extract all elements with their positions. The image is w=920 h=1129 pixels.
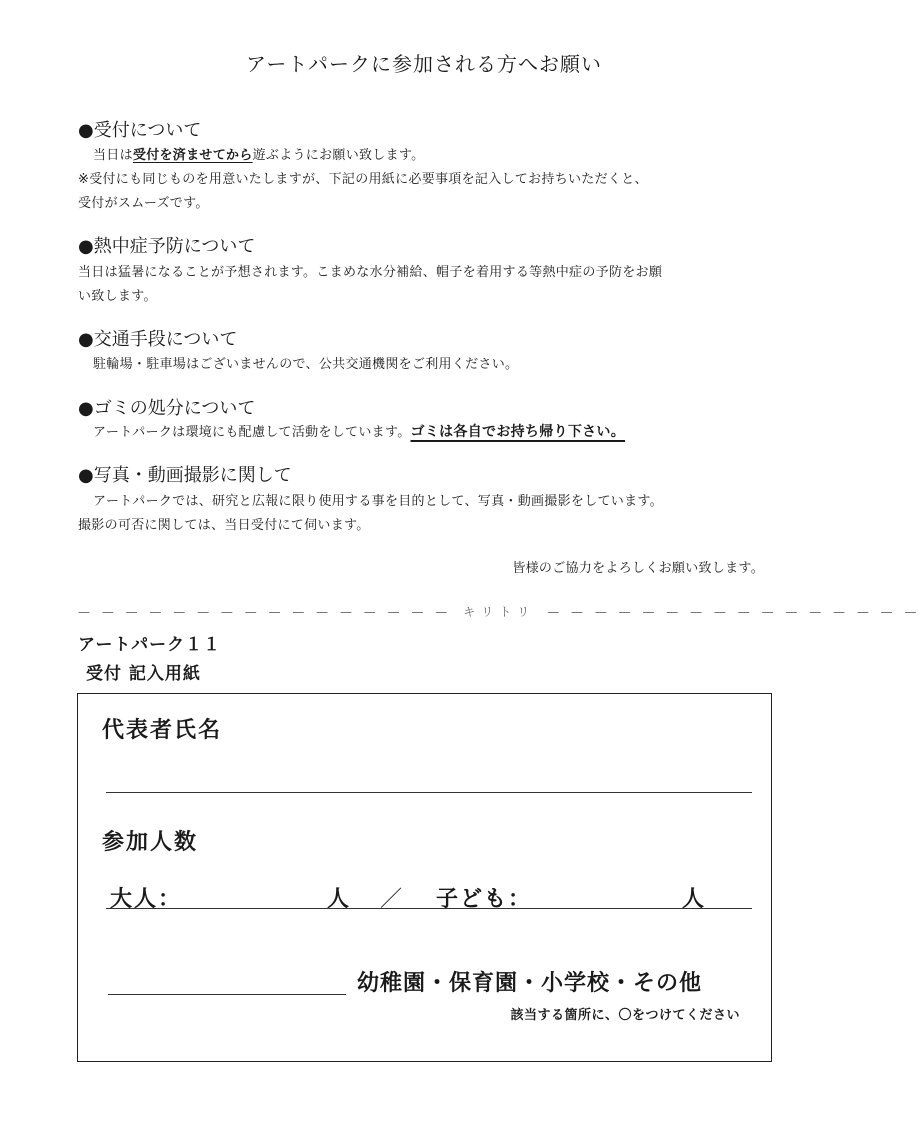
- closing-text: 皆様のご協力をよろしくお願い致します。: [512, 561, 764, 576]
- adult-unit: 人: [327, 887, 352, 912]
- reception-line-1-post: 遊ぶようにお願い致します。: [252, 148, 425, 163]
- reception-emphasis: 受付を済ませてから: [132, 148, 253, 163]
- reception-line-3: 受付がスムーズです。: [78, 196, 209, 211]
- section-heading-photo: ●写真・動画撮影に関して: [78, 465, 292, 486]
- reception-line-1-pre: 当日は: [93, 148, 133, 163]
- cut-line: [78, 603, 920, 620]
- child-unit: 人: [682, 887, 707, 912]
- participant-count-label: 参加人数: [102, 830, 199, 855]
- section-heading-reception: ●受付について: [78, 120, 202, 141]
- school-name-line[interactable]: [108, 994, 346, 995]
- rep-name-label: 代表者氏名: [102, 718, 223, 743]
- section-heading-transport: ●交通手段について: [78, 329, 238, 350]
- circle-instruction: 該当する箇所に、〇をつけてください: [510, 1008, 740, 1023]
- cut-dashes-right: — — — — — — — — — — — — — — — —: [547, 604, 920, 619]
- form-title: アートパーク１１: [78, 635, 222, 655]
- rep-name-line[interactable]: [106, 792, 752, 793]
- heatstroke-line-1: 当日は猛暑になることが予想されます。こまめな水分補給、帽子を着用する等熱中症の予防をお願: [78, 265, 663, 280]
- page-title: アートパークに参加される方へお願い: [246, 52, 602, 76]
- garbage-emphasis: ゴミは各自でお持ち帰り下さい。: [410, 424, 626, 440]
- reception-line-2: ※受付にも同じものを用意いたしますが、下記の用紙に必要事項を記入してお持ちいただくと、: [78, 172, 648, 187]
- school-options: 幼稚園・保育園・小学校・その他: [357, 971, 703, 996]
- reception-line-1: [93, 144, 424, 163]
- count-separator: ／: [380, 887, 405, 912]
- participant-count-line[interactable]: [106, 908, 752, 909]
- cut-dashes-left: — — — — — — — — — — — — — — — —: [78, 604, 452, 619]
- garbage-line-1: [93, 421, 625, 441]
- section-heading-heatstroke: ●熱中症予防について: [78, 236, 256, 257]
- section-heading-garbage: ●ゴミの処分について: [78, 398, 256, 419]
- photo-line-2: 撮影の可否に関しては、当日受付にて伺います。: [78, 518, 370, 533]
- child-label: 子ども：: [436, 887, 533, 912]
- garbage-line-1-pre: アートパークは環境にも配慮して活動をしています。: [93, 425, 411, 440]
- transport-line-1: 駐輪場・駐車場はございませんので、公共交通機関をご利用ください。: [93, 357, 519, 372]
- form-subtitle: 受付 記入用紙: [86, 664, 201, 684]
- photo-line-1: アートパークでは、研究と広報に限り使用する事を目的として、写真・動画撮影をしています。: [93, 494, 663, 509]
- heatstroke-line-2: い致します。: [78, 289, 157, 304]
- cut-label: キリトリ: [463, 605, 536, 619]
- adult-label: 大人：: [110, 887, 183, 912]
